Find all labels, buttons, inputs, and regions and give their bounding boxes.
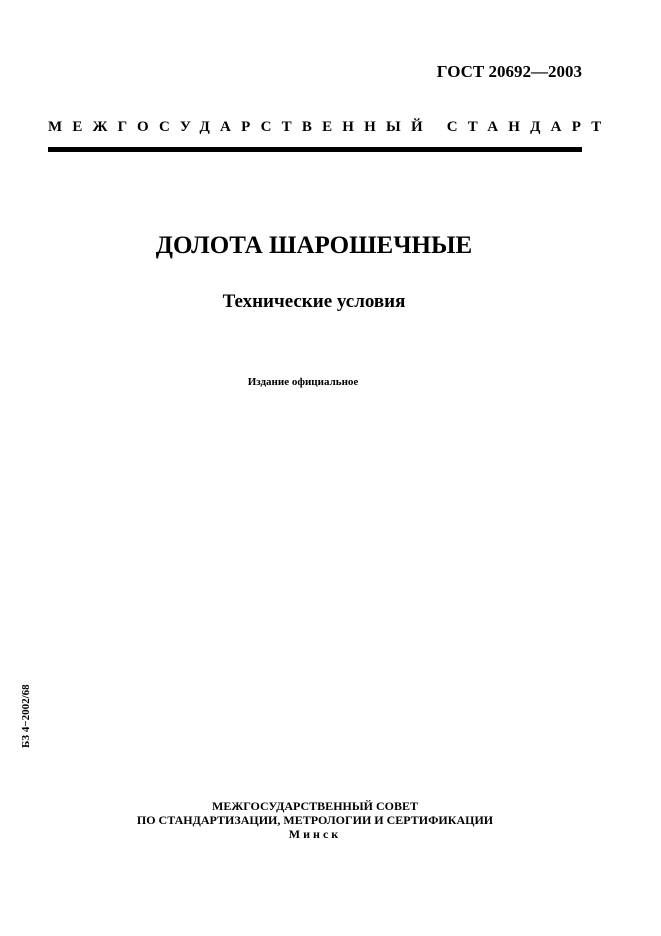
council-line-1: МЕЖГОСУДАРСТВЕННЫЙ СОВЕТ bbox=[212, 799, 418, 813]
document-subtitle: Технические условия bbox=[222, 291, 406, 312]
document-title: ДОЛОТА ШАРОШЕЧНЫЕ bbox=[155, 232, 473, 259]
issuing-council bbox=[0, 799, 630, 841]
edition-label: Издание официальное bbox=[247, 376, 359, 388]
side-publication-code: БЗ 4−2002/68 bbox=[20, 684, 32, 748]
publication-city: Минск bbox=[288, 827, 342, 841]
council-line-2: ПО СТАНДАРТИЗАЦИИ, МЕТРОЛОГИИ И СЕРТИФИКАЦИИ bbox=[136, 813, 494, 827]
header-divider bbox=[48, 147, 582, 152]
gost-number: ГОСТ 20692—2003 bbox=[436, 62, 582, 81]
standard-type-heading: МЕЖГОСУДАРСТВЕННЫЙ СТАНДАРТ bbox=[48, 119, 612, 135]
